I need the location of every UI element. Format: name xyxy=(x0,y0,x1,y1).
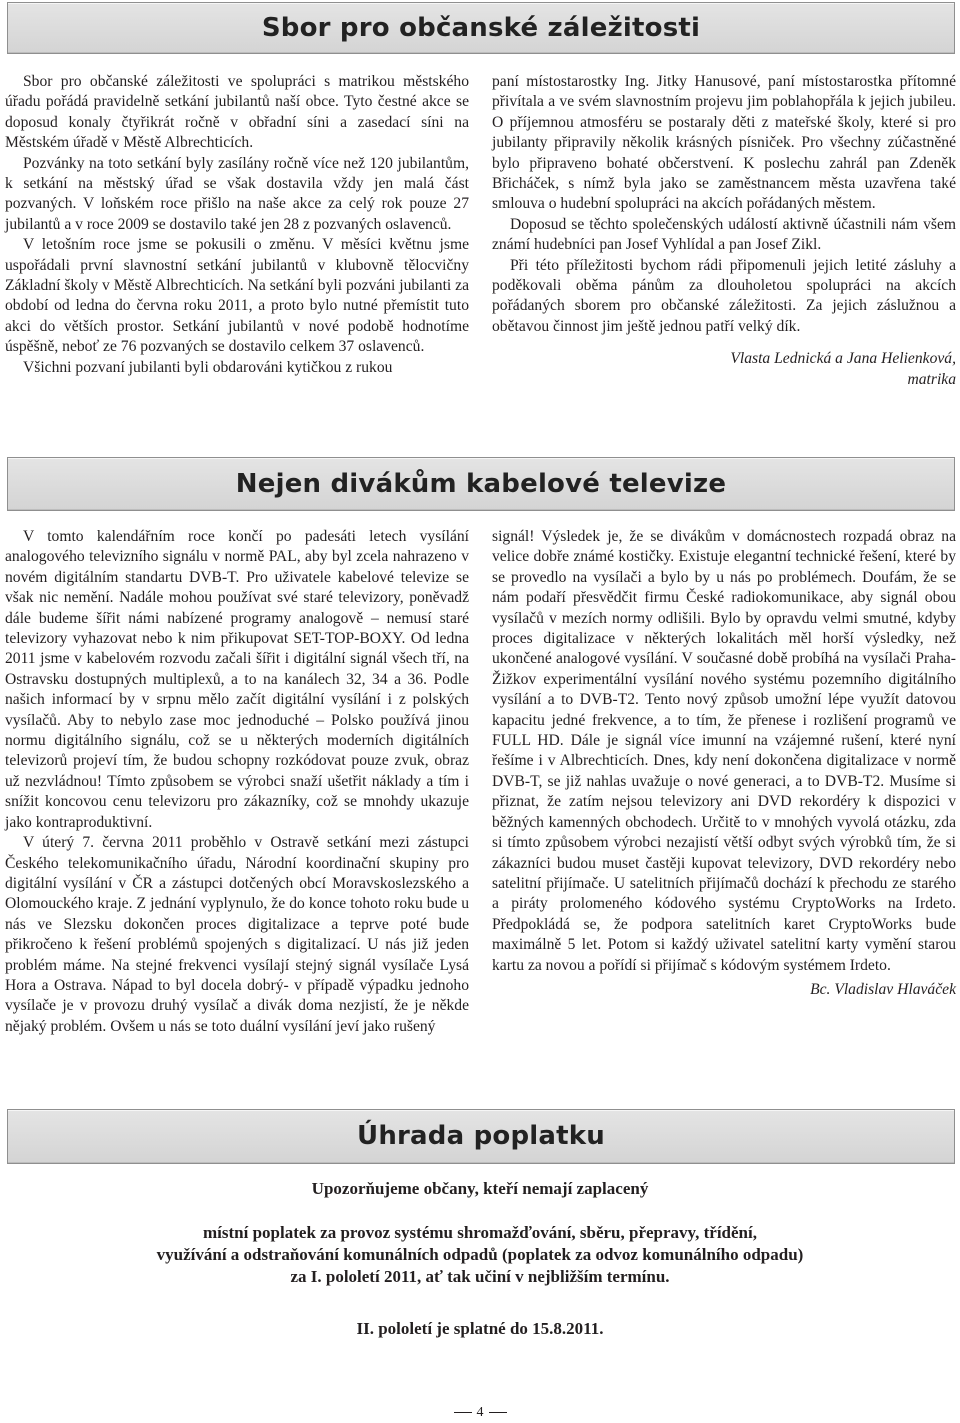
paragraph: signál! Výsledek je, že se divákům v domácnostech rozpadá obraz na velice dobře známé kostičky. Existuje elegantní technické řešení, které by se provedlo na vysílači a bylo by u nás po problémech. Doufám, že se nám podaří přesvědčit firmu České radiokomunikace, aby signál obou vysílačů v mezích normy odlišili. Bylo by opravdu velmi smutné, kdyby proces digitalizace v některých lokalitách měl horší výsledky, než ukončené analogové vysílání. V současné době probíhá na vysílači Praha-Žižkov experimentální vysílání nového systému pozemního digitálního vysílání a to DVB-T2. Tento nový způsob umožní lépe využít datovou kapacitu jedné frekvence, a to tím, že přenese i rozlišení programů ve FULL HD. Dále je signál více imunní na vzájemné rušení, které nyní řešíme i v Albrechticích. Dnes, kdy není dokončena digitalizace v normě DVB-T, se již nahlas uvažuje o nové generaci, a to DVB-T2. Musíme si přiznat, že zatím nejsou televizory ani DVD rekordéry k dispozici v běžných kamenných obchodech. Určitě to v mnohých vyvolá otázku, zda si tímto způsobem výrobci nezajistí větší odbyt svých výrobků tím, že si zákazníci budou muset častěji kupovat televizory, DVD rekordéry nebo satelitní přijímače. U satelitních přijímačů dochází k přechodu ze starého a piráty prolomeného kódového systému CryptoWorks na Irdeto. Předpokládá se, že podpora satelitních karet CryptoWorks bude maximálně 5 let. Potom si každý uživatel satelitní karty vymění starou kartu za novou a pořídí si přijímač s kódovým systémem Irdeto. xyxy=(492,528,956,974)
section-title-tv: Nejen divákům kabelové televize xyxy=(7,457,955,511)
article-tv-right-column xyxy=(492,527,956,1000)
paragraph: Všichni pozvaní jubilanti byli obdarováni kytičkou z rukou xyxy=(23,358,393,376)
page-number xyxy=(430,1405,530,1421)
signature-role: matrika xyxy=(907,370,956,388)
paragraph: Sbor pro občanské záležitosti ve spolupráci s matrikou městského úřadu pořádá pravidelně setkání jubilantů naší obce. Tyto čestné akce se doposud konaly čtyřikrát ročně v obřadní síni a zasedací síni na Městském úřadě v Městě Albrechticích. xyxy=(5,73,469,152)
paragraph: Pozvánky na toto setkání byly zasílány ročně více než 120 jubilantům, k setkání na městský úřad se však dostavila vždy jen malá část pozvaných. V loňském roce přišlo na naše akce za celý rok pouze 27 jubilantů a v roce 2009 se dostavilo také jen 28 z pozvaných oslavenců. xyxy=(5,154,469,233)
paragraph: paní místostarostky Ing. Jitky Hanusové, paní místostarostka přítomné přivítala a ve svém slavnostním projevu jim poblahopřála k jejich jubileu. O příjemnou atmosféru se postaraly děti z mateřské školy, které si pro jubilanty připravily několik krásných písniček. Pro všechny zúčastněné bylo připraveno bohaté občerstvení. K poslechu zahrál pan Zdeněk Břicháček, s nímž byla jako se zaměstnancem města uzavřena také smlouva o hudební spolupráci na akcích pořádaných městem. xyxy=(492,73,956,213)
paragraph: Doposud se těchto společenských událostí aktivně účastnili nám všem známí hudebníci pan Josef Vyhlídal a pan Josef Zikl. xyxy=(492,215,956,254)
section-title-fee: Úhrada poplatku xyxy=(7,1109,955,1164)
paragraph: V letošním roce jsme se pokusili o změnu. V měsíci květnu jsme uspořádali první slavnostní setkání jubilantů v klubovně tělocvičny Základní školy v Městě Albrechticích. Na setkání byli pozváni jubilanti za období od ledna do června roku 2011, a proto bylo nutné přemístit tuto akci do větších prostor. Setkání jubilantů v nové podobě hodnotíme úspěšně, neboť ze 76 pozvaných se dostavilo celkem 37 oslavenců. xyxy=(5,236,469,356)
fee-notice-line: využívání a odstraňování komunálních odpadů (poplatek za odvoz komunálního odpadu) xyxy=(156,1245,804,1264)
page-number-value: 4 xyxy=(476,1405,484,1420)
paragraph: V tomto kalendářním roce končí po padesáti letech vysílání analogového televizního signálu v normě PAL, aby byl zcela nahrazeno v novém digitálním standartu DVB-T. Pro uživatele kabelové televize se však nic nemění. Nadále mohou používat své staré televizory, poněvadž dále budeme šířit námi nabízené programy analogově – nemusí staré televizory vyhazovat nebo k nim přikupovat SET-TOP-BOXY. Od ledna 2011 jsme v kabelovém rozvodu začali šířit i digitální signál všech tří, na Ostravsku dostupných multiplexů, a to na kanálech 32, 34 a 36. Podle našich informací by v srpnu mělo začít digitální vysílání i z polských vysílačů. Aby to nebylo zase moc jednoduché – Polsko používá jinou normu digitálního signálu, což se u některých moderních digitálních televizorů projeví tím, že budou schopny rozkódovat pouze zvuk, obraz už nezvládnou! Tímto způsobem se výrobci snaží ušetřit náklady a tím i snížit koncovou cenu televizoru pro zákazníky, což se mnohdy ukazuje jako kontraproduktivní. xyxy=(5,528,469,831)
article-signature: Bc. Vladislav Hlaváček xyxy=(810,980,956,998)
fee-notice-line: za I. pololetí 2011, ať tak učiní v nejbližším termínu. xyxy=(290,1267,670,1286)
signature-names: Vlasta Lednická a Jana Helienková, xyxy=(730,350,956,368)
fee-notice-line: místní poplatek za provoz systému shromažďování, sběru, přepravy, třídění, xyxy=(203,1223,757,1242)
paragraph: Při této příležitosti bychom rádi připomenuli jejich letité zásluhy a poděkovali oběma pánům za dlouholetou spolupráci na akcích pořádaných sborem pro občanské záležitosti. Za jejich záslužnou a obětavou činnost jim ještě jednou patří velký dík. xyxy=(492,256,956,335)
article-sbor-right-column xyxy=(492,72,956,390)
fee-notice-intro: Upozorňujeme občany, kteří nemají zaplacený xyxy=(311,1179,649,1198)
article-sbor-left-column xyxy=(5,72,469,378)
article-tv-left-column xyxy=(5,527,469,1037)
article-signature xyxy=(492,349,956,390)
paragraph: V úterý 7. června 2011 proběhlo v Ostravě setkání mezi zástupci Českého telekomunikačního úřadu, Národní koordinační skupiny pro digitální vysílání v ČR a zástupci dotčených obcí Moravskoslezského a Olomouckého kraje. Z jednání vyplynulo, že do konce tohoto roku bude u nás ve Slezsku dokončen proces digitalizace a teprve poté bude přikročeno k řešení problémů spojených s digitalizací. U nás již jeden problém máme. Na stejné frekvenci vysílají stejný signál vysílače Lysá Hora a Ostrava. Nápad to byl docela dobrý- v případě výpadku jednoho vysílače je v provozu druhý vysílač a divák doma nezjistí, že je někde nějaký problém. Ovšem u nás se toto duální vysílání jeví jako rušený xyxy=(5,834,469,1035)
dash-right xyxy=(489,1412,507,1413)
fee-notice-body xyxy=(60,1222,900,1288)
dash-left xyxy=(454,1412,472,1413)
section-title-sbor: Sbor pro občanské záležitosti xyxy=(7,2,955,54)
fee-notice-deadline: II. pololetí je splatné do 15.8.2011. xyxy=(356,1319,604,1338)
